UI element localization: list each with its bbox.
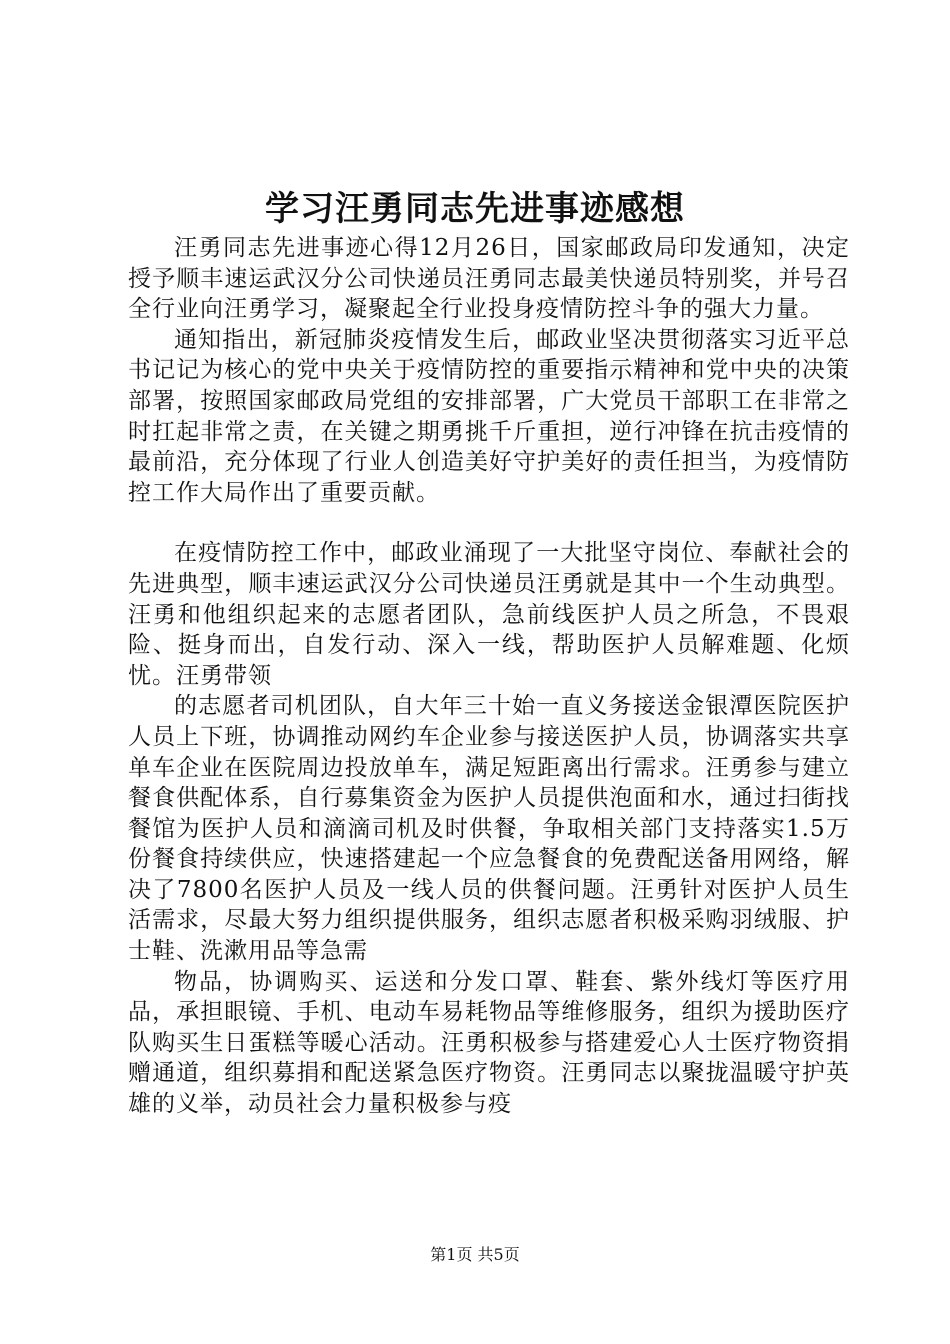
page-footer: 第1页 共5页 (430, 1245, 520, 1264)
document-body (128, 233, 850, 1120)
paragraph-4: 的志愿者司机团队，自大年三十始一直义务接送金银潭医院医护人员上下班，协调推动网约车企业参与接送医护人员，协调落实共享单车企业在医院周边投放单车，满足短距离出行需求。汪勇参与建立餐食供配体系，自行募集资金为医护人员提供泡面和水，通过扫街找餐馆为医护人员和滴滴司机及时供餐，争取相关部门支持落实1.5万份餐食持续供应，快速搭建起一个应急餐食的免费配送备用网络，解决了7800名医护人员及一线人员的供餐问题。汪勇针对医护人员生活需求，尽最大努力组织提供服务，组织志愿者积极采购羽绒服、护士鞋、洗漱用品等急需 (128, 693, 850, 965)
page-title: 学习汪勇同志先进事迹感想 (265, 189, 685, 229)
paragraph-5: 物品，协调购买、运送和分发口罩、鞋套、紫外线灯等医疗用品，承担眼镜、手机、电动车易耗物品等维修服务，组织为援助医疗队购买生日蛋糕等暖心活动。汪勇积极参与搭建爱心人士医疗物资捐赠通道，组织募捐和配送紧急医疗物资。汪勇同志以聚拢温暖守护英雄的义举，动员社会力量积极参与疫 (128, 968, 850, 1118)
paragraph-3: 在疫情防控工作中，邮政业涌现了一大批坚守岗位、奉献社会的先进典型，顺丰速运武汉分公司快递员汪勇就是其中一个生动典型。汪勇和他组织起来的志愿者团队，急前线医护人员之所急，不畏艰险、挺身而出，自发行动、深入一线，帮助医护人员解难题、化烦忧。汪勇带领 (128, 540, 850, 689)
paragraph-1: 汪勇同志先进事迹心得12月26日，国家邮政局印发通知，决定授予顺丰速运武汉分公司快递员汪勇同志最美快递员特别奖，并号召全行业向汪勇学习，凝聚起全行业投身疫情防控斗争的强大力量。 (128, 235, 850, 323)
paragraph-2: 通知指出，新冠肺炎疫情发生后，邮政业坚决贯彻落实习近平总书记记为核心的党中央关于疫情防控的重要指示精神和党中央的决策部署，按照国家邮政局党组的安排部署，广大党员干部职工在非常之时扛起非常之责，在关键之期勇挑千斤重担，逆行冲锋在抗击疫情的最前沿，充分体现了行业人创造美好守护美好的责任担当，为疫情防控工作大局作出了重要贡献。 (128, 326, 850, 506)
